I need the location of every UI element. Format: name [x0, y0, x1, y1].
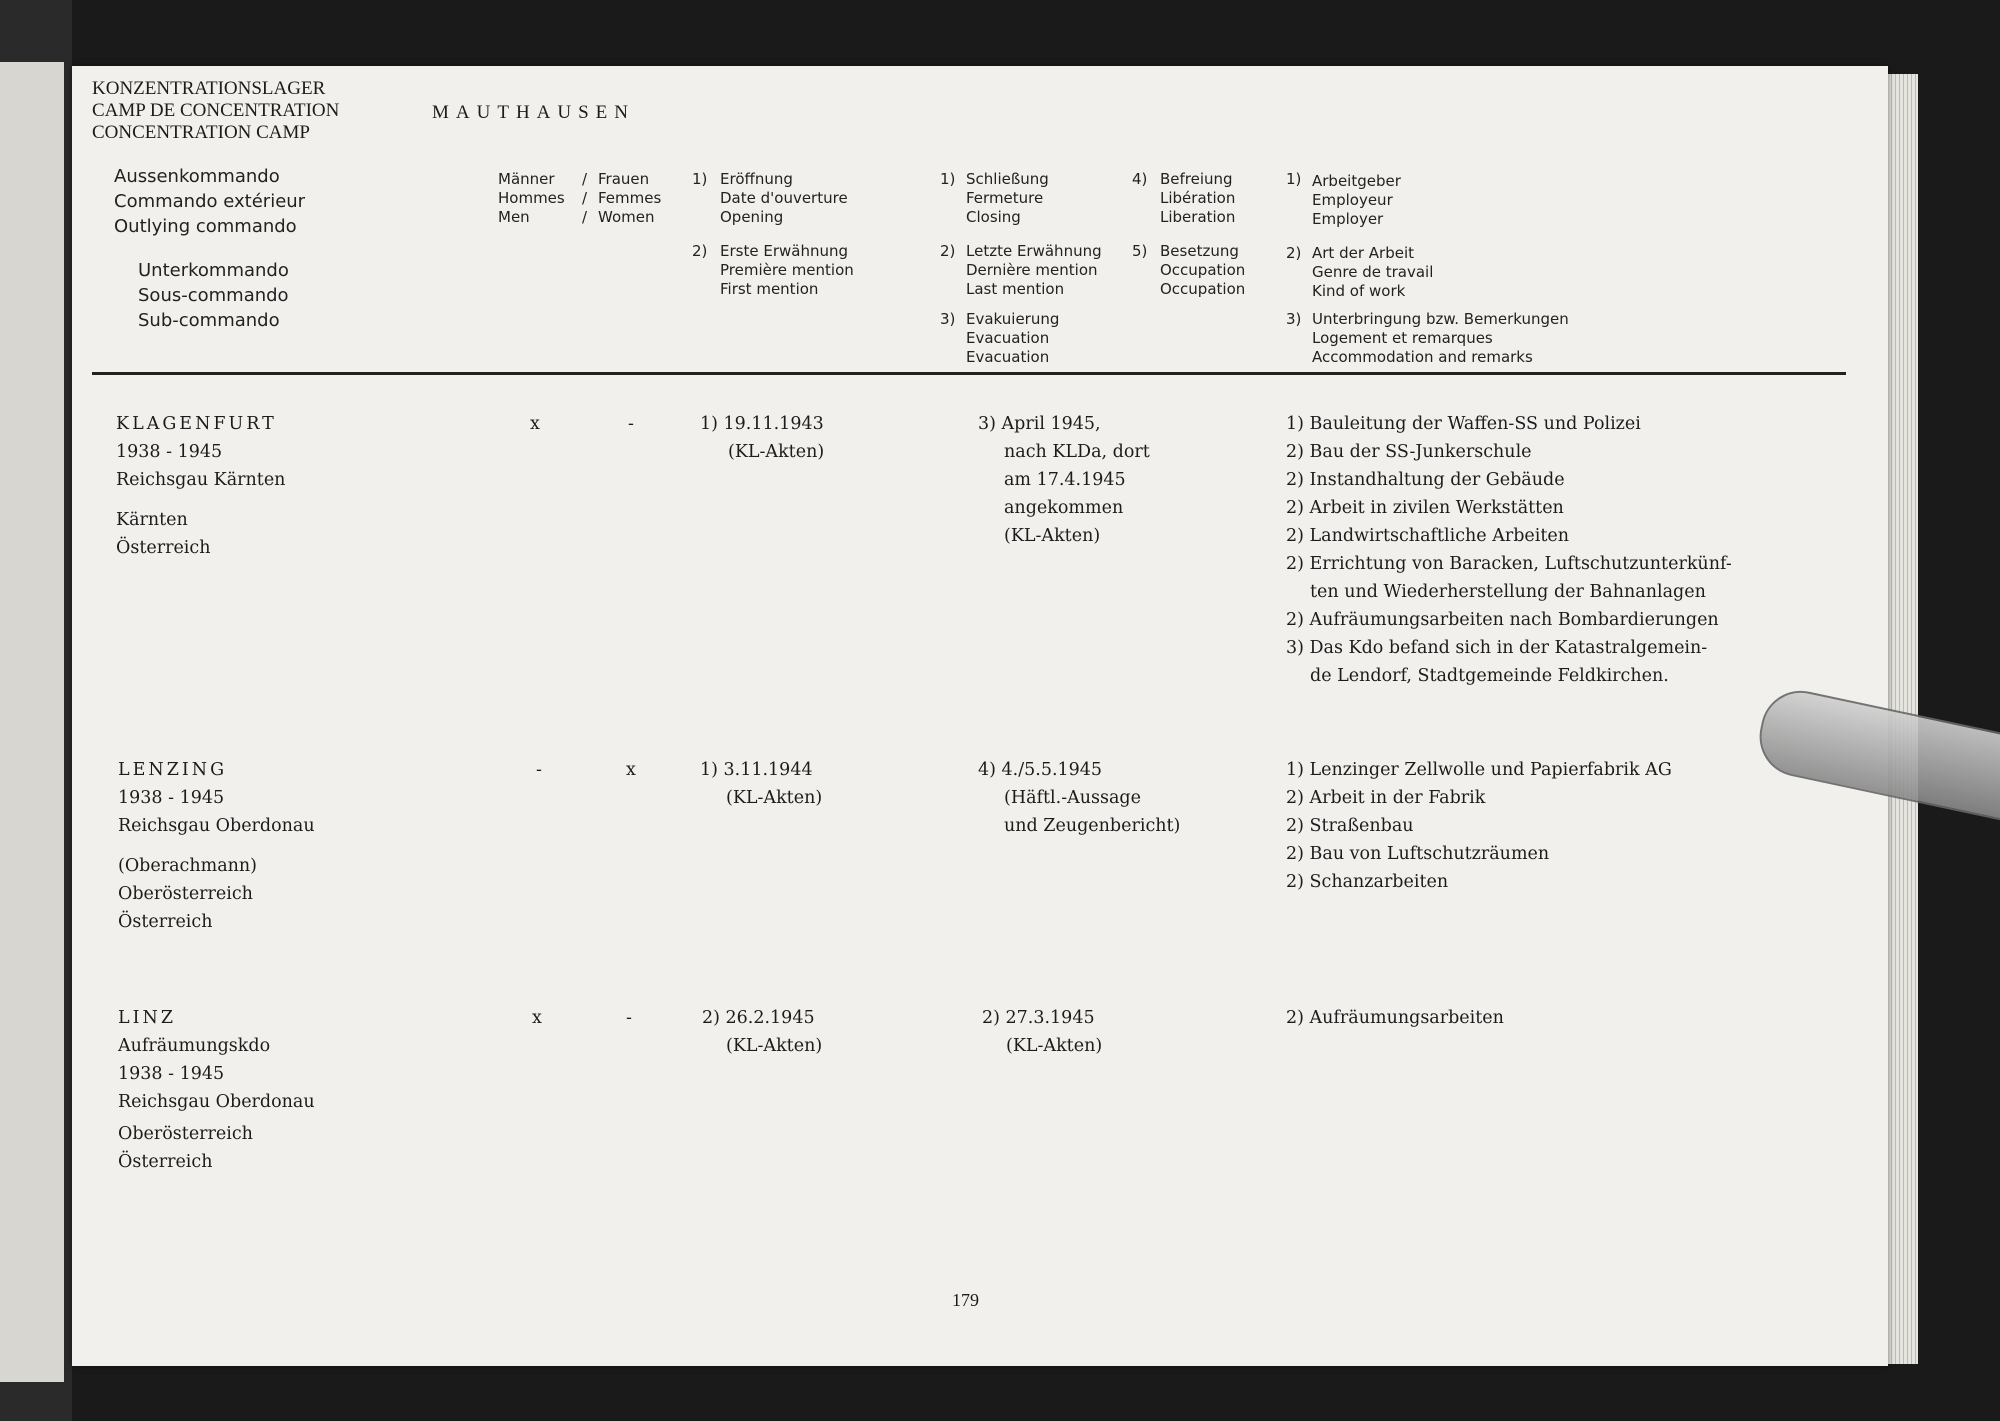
last-mention-fr: Dernière mention: [966, 261, 1098, 279]
work-line: 2) Straßenbau: [1286, 816, 1414, 836]
opening-de: Eröffnung: [720, 170, 793, 188]
opening-header: [720, 170, 848, 227]
first-mention-fr: Première mention: [720, 261, 854, 279]
work-line: 3) Das Kdo befand sich in der Katastralgemein-: [1286, 638, 1708, 658]
previous-page-edge: [0, 62, 64, 1382]
entry-opening: [702, 1004, 822, 1060]
sub-fr: Sous-commando: [138, 285, 289, 306]
occupation-header-num: 5): [1132, 242, 1148, 260]
work-line: 2) Bau der SS-Junkerschule: [1286, 442, 1532, 462]
accommodation-de: Unterbringung bzw. Bemerkungen: [1312, 310, 1569, 328]
work-line: 2) Aufräumungsarbeiten: [1286, 1008, 1504, 1028]
opening-source: (KL-Akten): [726, 788, 823, 808]
women-fr: Femmes: [598, 189, 662, 207]
first-mention-de: Erste Erwähnung: [720, 242, 848, 260]
work-line: 2) Bau von Luftschutzräumen: [1286, 844, 1550, 864]
closing-line: 4) 4./5.5.1945: [978, 760, 1103, 780]
entry-country: Österreich: [116, 538, 211, 558]
opening-date: 2) 26.2.1945: [702, 1008, 815, 1028]
entry-opening: [700, 756, 822, 812]
entry-women: -: [628, 414, 634, 434]
men-fr: Hommes: [498, 189, 565, 207]
entry-name: LENZING: [118, 760, 228, 780]
closing-de: Schließung: [966, 170, 1049, 188]
closing-fr: Fermeture: [966, 189, 1044, 207]
camp-heading: [92, 78, 339, 144]
entry-location: [118, 1004, 315, 1176]
opening-header-num: 1): [692, 170, 708, 188]
slash: /: [582, 208, 588, 226]
occupation-header: [1160, 242, 1245, 299]
work-line: 1) Bauleitung der Waffen-SS und Polizei: [1286, 414, 1641, 434]
entry-years: 1938 - 1945: [118, 788, 225, 808]
last-mention-en: Last mention: [966, 280, 1065, 298]
entry-old-name: (Oberachmann): [118, 856, 258, 876]
entry-subtitle: Aufräumungskdo: [118, 1036, 271, 1056]
evacuation-header-num: 3): [940, 310, 956, 328]
kind-of-work-de: Art der Arbeit: [1312, 244, 1414, 262]
opening-source: (KL-Akten): [728, 442, 825, 462]
men-en: Men: [498, 208, 530, 226]
entry-work: [1286, 756, 1672, 896]
liberation-de: Befreiung: [1160, 170, 1233, 188]
book-page: [72, 66, 1888, 1366]
entry-closing: [978, 410, 1150, 550]
closing-line: (KL-Akten): [1004, 526, 1101, 546]
kind-of-work-header: [1312, 244, 1433, 301]
opening-date: 1) 19.11.1943: [700, 414, 824, 434]
accommodation-header-num: 3): [1286, 310, 1302, 328]
women-header: [598, 170, 661, 227]
entry-location: [118, 756, 315, 936]
employer-header-num: 1): [1286, 170, 1302, 188]
closing-line: und Zeugenbericht): [1004, 816, 1181, 836]
last-mention-de: Letzte Erwähnung: [966, 242, 1102, 260]
entry-years: 1938 - 1945: [118, 1064, 225, 1084]
entry-country: Österreich: [118, 1152, 213, 1172]
closing-header-num: 1): [940, 170, 956, 188]
work-line: 2) Schanzarbeiten: [1286, 872, 1449, 892]
occupation-en: Occupation: [1160, 280, 1246, 298]
closing-line: 3) April 1945,: [978, 414, 1101, 434]
women-en: Women: [598, 208, 655, 226]
work-line: 2) Errichtung von Baracken, Luftschutzunterkünf-: [1286, 554, 1732, 574]
evacuation-fr: Evacuation: [966, 329, 1050, 347]
opening-date: 1) 3.11.1944: [700, 760, 813, 780]
entry-region: Oberösterreich: [118, 1124, 253, 1144]
evacuation-en: Evacuation: [966, 348, 1050, 366]
liberation-header: [1160, 170, 1235, 227]
outlying-fr: Commando extérieur: [114, 191, 306, 212]
work-line: 2) Landwirtschaftliche Arbeiten: [1286, 526, 1570, 546]
closing-en: Closing: [966, 208, 1021, 226]
closing-header: [966, 170, 1049, 227]
work-line: de Lendorf, Stadtgemeinde Feldkirchen.: [1310, 666, 1669, 686]
entry-men: -: [536, 760, 542, 780]
men-de: Männer: [498, 170, 555, 188]
work-line: 2) Arbeit in der Fabrik: [1286, 788, 1486, 808]
work-line: 1) Lenzinger Zellwolle und Papierfabrik AG: [1286, 760, 1672, 780]
entry-name: LINZ: [118, 1008, 177, 1028]
employer-en: Employer: [1312, 210, 1384, 228]
men-header: [498, 170, 565, 227]
outlying-de: Aussenkommando: [114, 166, 280, 187]
employer-fr: Employeur: [1312, 191, 1393, 209]
work-line: 2) Arbeit in zivilen Werkstätten: [1286, 498, 1564, 518]
kind-of-work-en: Kind of work: [1312, 282, 1406, 300]
kind-of-work-header-num: 2): [1286, 244, 1302, 262]
gender-slashes: [582, 170, 587, 227]
closing-line: (KL-Akten): [1006, 1036, 1103, 1056]
entry-district: Reichsgau Kärnten: [116, 470, 286, 490]
outlying-commando-heading: [114, 164, 305, 239]
entry-work: [1286, 410, 1732, 690]
camp-name: MAUTHAUSEN: [432, 102, 635, 123]
camp-heading-en: CONCENTRATION CAMP: [92, 122, 310, 143]
liberation-fr: Libération: [1160, 189, 1236, 207]
entry-opening: [700, 410, 824, 466]
closing-line: am 17.4.1945: [1004, 470, 1126, 490]
occupation-fr: Occupation: [1160, 261, 1246, 279]
entry-closing: [982, 1004, 1102, 1060]
entry-country: Österreich: [118, 912, 213, 932]
work-line: 2) Aufräumungsarbeiten nach Bombardierungen: [1286, 610, 1719, 630]
accommodation-header: [1312, 310, 1569, 367]
accommodation-fr: Logement et remarques: [1312, 329, 1493, 347]
work-line: ten und Wiederherstellung der Bahnanlagen: [1310, 582, 1706, 602]
entry-district: Reichsgau Oberdonau: [118, 1092, 315, 1112]
occupation-de: Besetzung: [1160, 242, 1239, 260]
work-line: 2) Instandhaltung der Gebäude: [1286, 470, 1565, 490]
evacuation-header: [966, 310, 1059, 367]
sub-de: Unterkommando: [138, 260, 289, 281]
liberation-en: Liberation: [1160, 208, 1236, 226]
opening-en: Opening: [720, 208, 784, 226]
entry-name: KLAGENFURT: [116, 414, 277, 434]
liberation-header-num: 4): [1132, 170, 1148, 188]
employer-de: Arbeitgeber: [1312, 172, 1401, 190]
opening-fr: Date d'ouverture: [720, 189, 848, 207]
entry-location: [116, 410, 285, 562]
last-mention-header: [966, 242, 1102, 299]
closing-line: 2) 27.3.1945: [982, 1008, 1095, 1028]
camp-heading-fr: CAMP DE CONCENTRATION: [92, 100, 340, 121]
kind-of-work-fr: Genre de travail: [1312, 263, 1434, 281]
first-mention-header: [720, 242, 854, 299]
first-mention-header-num: 2): [692, 242, 708, 260]
entry-women: x: [626, 760, 636, 780]
entry-closing: [978, 756, 1180, 840]
entry-work: [1286, 1004, 1504, 1032]
entry-district: Reichsgau Oberdonau: [118, 816, 315, 836]
closing-line: angekommen: [1004, 498, 1124, 518]
last-mention-header-num: 2): [940, 242, 956, 260]
entry-years: 1938 - 1945: [116, 442, 223, 462]
evacuation-de: Evakuierung: [966, 310, 1060, 328]
accommodation-en: Accommodation and remarks: [1312, 348, 1533, 366]
entry-region: Oberösterreich: [118, 884, 253, 904]
entry-men: x: [530, 414, 540, 434]
employer-header: [1312, 172, 1401, 229]
entry-men: x: [532, 1008, 542, 1028]
closing-line: (Häftl.-Aussage: [1004, 788, 1141, 808]
page-number: 179: [952, 1290, 979, 1310]
header-rule: [92, 372, 1846, 375]
entry-women: -: [626, 1008, 632, 1028]
slash: /: [582, 189, 588, 207]
opening-source: (KL-Akten): [726, 1036, 823, 1056]
entry-region: Kärnten: [116, 510, 188, 530]
sub-en: Sub-commando: [138, 310, 280, 331]
outlying-en: Outlying commando: [114, 216, 297, 237]
closing-line: nach KLDa, dort: [1004, 442, 1150, 462]
slash: /: [582, 170, 588, 188]
first-mention-en: First mention: [720, 280, 819, 298]
sub-commando-heading: [138, 258, 289, 333]
camp-heading-de: KONZENTRATIONSLAGER: [92, 78, 326, 99]
women-de: Frauen: [598, 170, 650, 188]
